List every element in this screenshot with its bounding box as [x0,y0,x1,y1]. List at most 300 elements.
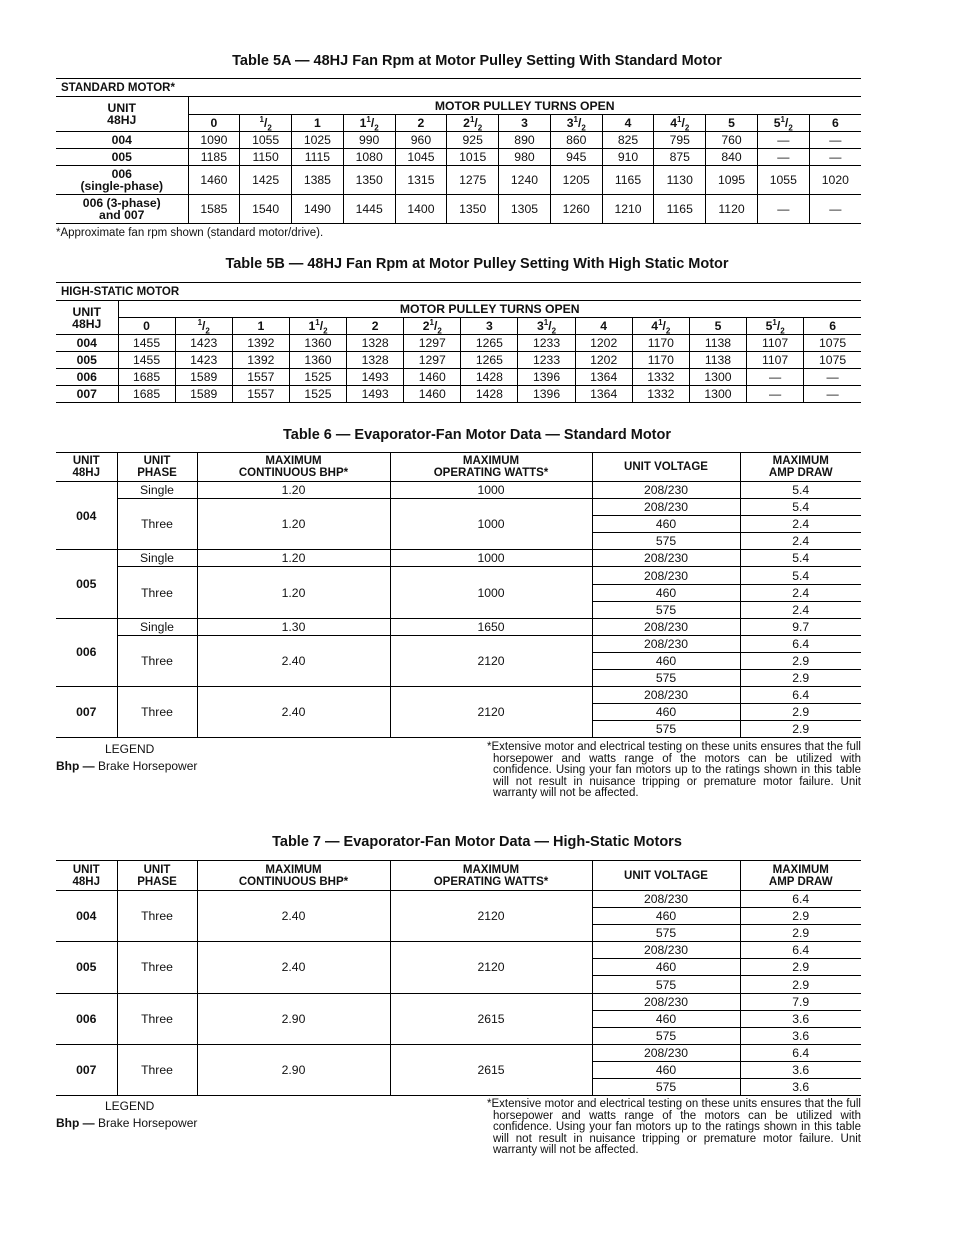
watts-cell: 1650 [390,618,592,635]
unit-cell [56,352,118,369]
table-row [56,149,861,166]
table-5a-title: Table 5A — 48HJ Fan Rpm at Motor Pulley Setting With Standard Motor [232,53,722,69]
bhp-cell: 2.90 [197,1044,390,1095]
rpm-cell: 1210 [602,195,654,224]
turns-header: $1^1/_2$ [289,318,346,335]
voltage-cell: 208/230 [592,993,740,1010]
turns-header: $3^1/_2$ [518,318,575,335]
turns-header: $4^1/_2$ [632,318,689,335]
rpm-cell: 1423 [175,352,232,369]
legend-abbr: Bhp — [56,1116,95,1130]
rpm-cell: 1385 [292,166,344,195]
unit-cell: 006 [56,993,117,1044]
header-line: MAXIMUM [772,863,829,876]
rpm-cell: 860 [550,132,602,149]
rpm-cell: 1202 [575,335,632,352]
unit-cell [56,132,188,149]
rpm-cell: 1425 [240,166,292,195]
watts-cell: 1000 [390,482,592,499]
watts-cell: 1000 [390,550,592,567]
turns-header: $5^1/_2$ [747,318,804,335]
bhp-cell: 2.40 [197,942,390,993]
rpm-cell: 1328 [347,335,404,352]
watts-cell: 2615 [390,993,592,1044]
rpm-cell: 1275 [447,166,499,195]
rpm-cell: 1185 [188,149,240,166]
turns-header: 0 [188,115,240,132]
table-row [56,195,861,224]
header-line: AMP DRAW [768,875,833,888]
bhp-cell: 1.30 [197,618,390,635]
amp-cell: 2.9 [740,925,861,942]
voltage-cell: 208/230 [592,635,740,652]
header-line: 48HJ [72,875,100,888]
phase-cell: Single [117,482,197,499]
header-line: CONTINUOUS BHP* [238,875,349,888]
turns-header: 3 [461,318,518,335]
rpm-cell: 1332 [632,386,689,403]
rpm-cell: 1015 [447,149,499,166]
watts-cell: 2615 [390,1044,592,1095]
watts-header [390,453,592,482]
legend-entry [56,758,197,775]
rpm-cell: 1300 [689,369,746,386]
table-5a [56,78,861,224]
table-row [56,369,861,386]
amp-cell: 6.4 [740,687,861,704]
rpm-cell: 1585 [188,195,240,224]
unit-cell: 007 [56,1044,117,1095]
rpm-cell: 1557 [232,386,289,403]
amp-cell: 5.4 [740,499,861,516]
amp-cell: 2.4 [740,601,861,618]
table-row [56,891,861,908]
amp-cell: 3.6 [740,1079,861,1096]
unit-cell [56,149,188,166]
turns-header: 5 [689,318,746,335]
header-line: UNIT VOLTAGE [624,461,708,473]
rpm-cell: 1045 [395,149,447,166]
rpm-cell: 925 [447,132,499,149]
rpm-cell: 910 [602,149,654,166]
voltage-header [592,861,740,891]
table-row [56,132,861,149]
table-5a-footnote: *Approximate fan rpm shown (standard motor/drive). [56,227,324,239]
rpm-cell: 1305 [499,195,551,224]
header-line: AMP DRAW [768,467,833,479]
unit-cell [56,166,188,195]
rpm-cell: 1332 [632,369,689,386]
turns-header: 2 [395,115,447,132]
voltage-cell: 460 [592,516,740,533]
header-line: UNIT VOLTAGE [624,869,708,882]
turns-header: $^1/_2$ [175,318,232,335]
unit-cell: 005 [56,550,117,618]
rpm-cell: 1075 [804,335,861,352]
table-row [56,335,861,352]
unit-cell: 004 [56,482,117,550]
phase-cell: Three [117,891,197,942]
amp-cell: 2.9 [740,704,861,721]
amp-cell: 5.4 [740,482,861,499]
banner-label: HIGH-STATIC MOTOR [56,283,861,301]
watts-cell: 2120 [390,687,592,738]
table-7-title: Table 7 — Evaporator-Fan Motor Data — High-Static Motors [272,834,682,850]
rpm-cell: 1120 [706,195,758,224]
amp-cell: 9.7 [740,618,861,635]
turns-header: $^1/_2$ [240,115,292,132]
rpm-cell: 1170 [632,352,689,369]
unit-line: and 007 [99,208,145,222]
header-line: PHASE [137,875,177,888]
unit-header-line: UNIT [72,304,101,319]
amp-cell: 2.4 [740,584,861,601]
table-7 [56,860,861,1096]
unit-header-line: UNIT [107,101,136,115]
bhp-cell: 2.40 [197,635,390,686]
header-line: OPERATING WATTS* [433,875,549,888]
rpm-cell: 1428 [461,369,518,386]
voltage-cell: 208/230 [592,499,740,516]
amp-cell: 2.9 [740,959,861,976]
rpm-cell: 1165 [602,166,654,195]
unit-cell: 007 [56,687,117,738]
rpm-cell: 1328 [347,352,404,369]
bhp-cell: 1.20 [197,567,390,618]
rpm-cell: 1540 [240,195,292,224]
rpm-cell: 1095 [706,166,758,195]
unit-header [56,301,118,335]
amp-cell: 7.9 [740,993,861,1010]
voltage-cell: 208/230 [592,550,740,567]
turns-header: 6 [804,318,861,335]
rpm-cell: 1020 [809,166,861,195]
banner-label: STANDARD MOTOR* [56,79,861,97]
header-row [56,301,861,318]
unit-header-line: 48HJ [72,316,102,331]
amp-cell: 2.4 [740,516,861,533]
rpm-cell: 1107 [747,352,804,369]
phase-cell: Three [117,687,197,738]
rpm-cell: 825 [602,132,654,149]
rpm-cell: — [804,369,861,386]
amp-cell: 2.9 [740,908,861,925]
turns-header: $4^1/_2$ [654,115,706,132]
voltage-cell: 575 [592,1079,740,1096]
rpm-cell: 1685 [118,369,175,386]
rpm-cell: 980 [499,149,551,166]
unit-cell: 006 [56,618,117,686]
amp-cell: 6.4 [740,1044,861,1061]
amp-cell: 2.4 [740,533,861,550]
banner-row [56,283,861,301]
amp-cell: 2.9 [740,976,861,993]
rpm-cell: 1360 [289,352,346,369]
turns-header: 4 [602,115,654,132]
unit-header [56,97,188,132]
voltage-cell: 208/230 [592,942,740,959]
rpm-cell: — [747,386,804,403]
header-line: 48HJ [72,467,100,479]
phase-cell: Single [117,550,197,567]
amp-cell: 2.9 [740,721,861,738]
header-line: MAXIMUM [265,455,322,467]
watts-cell: 2120 [390,891,592,942]
banner-row [56,79,861,97]
unit-cell: 005 [56,942,117,993]
phase-header [117,453,197,482]
turns-header: $1^1/_2$ [343,115,395,132]
table-row [56,499,861,516]
header-line: MAXIMUM [265,863,322,876]
turns-header: 0 [118,318,175,335]
turns-header: $3^1/_2$ [550,115,602,132]
rpm-cell: 795 [654,132,706,149]
rpm-cell: 1460 [188,166,240,195]
table-7-legend [56,1098,197,1132]
table-row [56,550,861,567]
voltage-cell: 460 [592,704,740,721]
rpm-cell: 1350 [447,195,499,224]
amp-cell: 5.4 [740,567,861,584]
unit-cell [56,369,118,386]
turns-header: 3 [499,115,551,132]
rpm-cell: 1455 [118,352,175,369]
unit-line: 004 [111,133,132,147]
rpm-cell: 1396 [518,369,575,386]
unit-cell: 004 [56,891,117,942]
rpm-cell: 1202 [575,352,632,369]
rpm-cell: 1055 [240,132,292,149]
bhp-cell: 1.20 [197,482,390,499]
phase-cell: Single [117,618,197,635]
turns-header: $2^1/_2$ [404,318,461,335]
unit-line: 006 [76,370,97,384]
bhp-header [197,861,390,891]
rpm-cell: 1205 [550,166,602,195]
unit-cell [56,195,188,224]
turns-header: $2^1/_2$ [447,115,499,132]
voltage-cell: 575 [592,976,740,993]
rpm-cell: 1490 [292,195,344,224]
rpm-cell: — [757,195,809,224]
rpm-cell: 1364 [575,369,632,386]
watts-cell: 1000 [390,499,592,550]
rpm-cell: — [757,149,809,166]
voltage-cell: 575 [592,533,740,550]
header-line: UNIT [72,863,100,876]
table-row [56,386,861,403]
rpm-cell: 1493 [347,369,404,386]
rpm-cell: 1685 [118,386,175,403]
voltage-cell: 460 [592,584,740,601]
unit-line: 005 [111,150,132,164]
rpm-cell: 1297 [404,352,461,369]
rpm-cell: 1460 [404,386,461,403]
bhp-header [197,453,390,482]
amp-cell: 3.6 [740,1010,861,1027]
amp-cell: 5.4 [740,550,861,567]
rpm-cell: 1460 [404,369,461,386]
legend-text: Brake Horsepower [98,1116,198,1130]
header-line: MAXIMUM [772,455,829,467]
group-header: MOTOR PULLEY TURNS OPEN [118,301,861,318]
turns-header: 5 [706,115,758,132]
bhp-cell: 2.90 [197,993,390,1044]
rpm-cell: 1350 [343,166,395,195]
header-line: CONTINUOUS BHP* [238,467,349,479]
rpm-cell: 890 [499,132,551,149]
unit-cell [56,335,118,352]
legend-entry [56,1115,197,1132]
table-5b [56,282,861,403]
voltage-cell: 575 [592,721,740,738]
phase-cell: Three [117,567,197,618]
header-line: PHASE [137,467,177,479]
phase-header [117,861,197,891]
table-6-legend [56,741,197,775]
voltage-cell: 460 [592,1061,740,1078]
rpm-cell: — [809,132,861,149]
rpm-cell: 1025 [292,132,344,149]
header-row [56,97,861,115]
amp-cell: 2.9 [740,670,861,687]
rpm-cell: 1075 [804,352,861,369]
rpm-cell: 760 [706,132,758,149]
table-6-title: Table 6 — Evaporator-Fan Motor Data — Standard Motor [282,427,672,443]
header-line: MAXIMUM [462,863,520,876]
rpm-cell: 1233 [518,335,575,352]
rpm-cell: 1080 [343,149,395,166]
rpm-cell: 840 [706,149,758,166]
amp-cell: 2.9 [740,652,861,669]
voltage-cell: 208/230 [592,687,740,704]
table-5a-grid [56,78,861,224]
turns-header: 1 [232,318,289,335]
rpm-cell: 1360 [289,335,346,352]
rpm-cell: — [809,149,861,166]
rpm-cell: 875 [654,149,706,166]
rpm-cell: 1300 [689,386,746,403]
table-row [56,1044,861,1061]
group-header: MOTOR PULLEY TURNS OPEN [188,97,861,115]
amp-header [740,453,861,482]
bhp-cell: 2.40 [197,687,390,738]
rpm-cell: 1130 [654,166,706,195]
rpm-cell: 1090 [188,132,240,149]
rpm-cell: — [757,132,809,149]
rpm-cell: — [804,386,861,403]
table-row [56,618,861,635]
header-line: MAXIMUM [462,455,520,467]
header-line: UNIT [143,455,171,467]
table-6-grid [56,452,861,738]
table-5b-grid [56,282,861,403]
amp-header [740,861,861,891]
rpm-cell: — [809,195,861,224]
rpm-cell: 1265 [461,352,518,369]
phase-cell: Three [117,942,197,993]
voltage-cell: 208/230 [592,618,740,635]
rpm-cell: 1297 [404,335,461,352]
unit-line: 007 [76,387,97,401]
header-row [56,453,861,482]
rpm-cell: 1233 [518,352,575,369]
watts-cell: 1000 [390,567,592,618]
table-row [56,687,861,704]
rpm-cell: 1315 [395,166,447,195]
legend-title: LEGEND [105,742,155,756]
header-line: UNIT [143,863,171,876]
amp-cell: 6.4 [740,942,861,959]
rpm-cell: — [747,369,804,386]
watts-cell: 2120 [390,635,592,686]
voltage-cell: 208/230 [592,891,740,908]
rpm-cell: 1364 [575,386,632,403]
unit-line: 006 (3-phase) [82,196,161,210]
voltage-cell: 575 [592,1027,740,1044]
amp-cell: 3.6 [740,1027,861,1044]
rpm-cell: 1525 [289,386,346,403]
bhp-cell: 1.20 [197,550,390,567]
watts-cell: 2120 [390,942,592,993]
unit-line: 004 [76,336,97,350]
turns-header: 2 [347,318,404,335]
voltage-cell: 575 [592,925,740,942]
voltage-cell: 460 [592,652,740,669]
rpm-cell: 1115 [292,149,344,166]
watts-header [390,861,592,891]
voltage-cell: 575 [592,601,740,618]
rpm-cell: 1165 [654,195,706,224]
rpm-cell: 1525 [289,369,346,386]
rpm-cell: 1265 [461,335,518,352]
rpm-cell: 1423 [175,335,232,352]
amp-cell: 3.6 [740,1061,861,1078]
turns-header: 4 [575,318,632,335]
unit-header-line: 48HJ [107,113,137,127]
rpm-cell: 1107 [747,335,804,352]
rpm-cell: 1396 [518,386,575,403]
table-7-footnote: *Extensive motor and electrical testing on these units ensures that the full horsepower and watts range of the motors can be utilized with confidence. Using your fan motors up to the ratings shown in this table will not result in nuisance tripping or premature motor failure. Unit warranty will not be affected. [487,1098,861,1157]
unit-header [56,453,117,482]
turns-header: $5^1/_2$ [757,115,809,132]
voltage-cell: 460 [592,959,740,976]
unit-line: (single-phase) [80,179,164,193]
rpm-cell: 1455 [118,335,175,352]
rpm-cell: 1445 [343,195,395,224]
table-5b-title: Table 5B — 48HJ Fan Rpm at Motor Pulley Setting With High Static Motor [225,256,729,272]
rpm-cell: 1260 [550,195,602,224]
legend-title: LEGEND [105,1099,155,1113]
amp-cell: 6.4 [740,891,861,908]
bhp-cell: 1.20 [197,499,390,550]
rpm-cell: 1400 [395,195,447,224]
table-row [56,635,861,652]
rpm-cell: 1392 [232,352,289,369]
header-line: UNIT [72,455,100,467]
rpm-cell: 1589 [175,386,232,403]
rpm-cell: 1557 [232,369,289,386]
rpm-cell: 1138 [689,352,746,369]
phase-cell: Three [117,1044,197,1095]
rpm-cell: 1170 [632,335,689,352]
voltage-cell: 575 [592,670,740,687]
unit-line: 005 [76,353,97,367]
rpm-cell: 1428 [461,386,518,403]
header-row [56,861,861,891]
unit-cell [56,386,118,403]
